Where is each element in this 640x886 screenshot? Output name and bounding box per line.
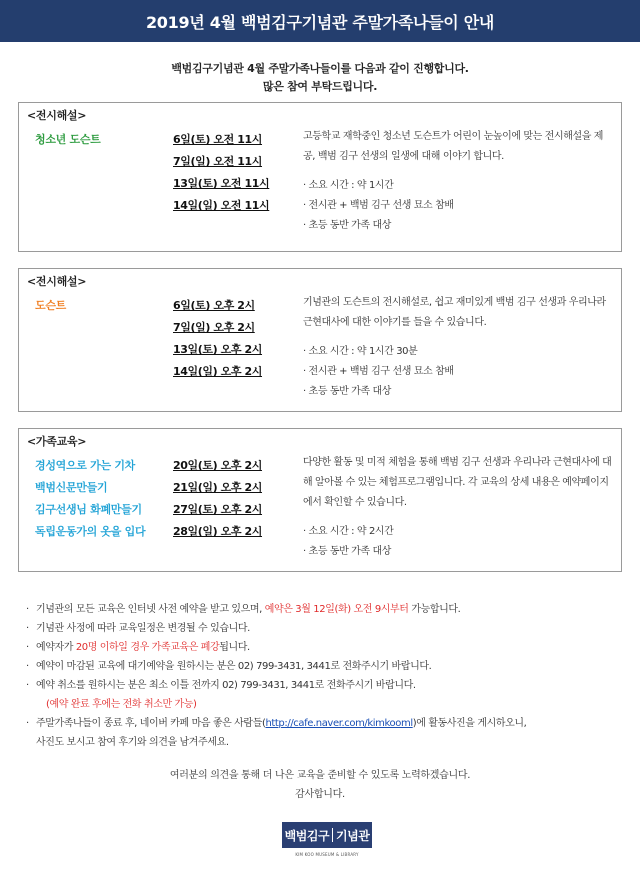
logo-divider	[332, 828, 333, 842]
bullet: ·	[26, 642, 29, 653]
notice-highlight-text: (예약 완료 후에는 전화 취소만 가능)	[46, 699, 197, 710]
bullet: ·	[26, 623, 29, 634]
section-label: <전시해설>	[27, 109, 87, 122]
closing-line-2: 감사합니다.	[295, 789, 345, 800]
notice-highlight	[26, 695, 626, 714]
schedule-date: 27일(토) 오후 2시	[173, 503, 263, 516]
notice-text: 예약자가	[36, 642, 76, 653]
schedule-date: 14일(일) 오전 11시	[173, 199, 270, 212]
notice-text: 사진도 보시고 참여 후기와 의견을 남겨주세요.	[36, 737, 229, 748]
description-text: 고등학교 재학중인 청소년 도슨트가 어린이 눈높이에 맞는 전시해설을 제공, 백범 김구 선생의 일생에 대해 이야기 합니다.	[303, 131, 604, 162]
detail-item: · 소요 시간 : 약 1시간	[303, 180, 394, 191]
detail-item: · 전시관 + 백범 김구 선생 묘소 참배	[303, 200, 454, 211]
schedule-date: 7일(일) 오전 11시	[173, 155, 263, 168]
museum-logo	[282, 822, 372, 848]
section-label: <전시해설>	[27, 275, 87, 288]
page-title: 2019년 4월 백범김구기념관 주말가족나들이 안내	[145, 12, 495, 32]
closing-line-1: 여러분의 의견을 통해 더 나은 교육을 준비할 수 있도록 노력하겠습니다.	[169, 770, 471, 781]
page-title-bar	[0, 0, 640, 42]
logo-text-left: 백범김구	[284, 828, 330, 843]
program-name: 독립운동가의 옷을 입다	[35, 525, 146, 538]
schedule-date: 7일(일) 오후 2시	[173, 321, 255, 334]
schedule-date: 6일(토) 오전 11시	[173, 133, 263, 146]
program-list	[35, 129, 101, 151]
intro-line-2: 많은 참여 부탁드립니다.	[262, 80, 378, 93]
schedule-date: 14일(일) 오후 2시	[173, 365, 263, 378]
cafe-link[interactable]: http://cafe.naver.com/kimkooml	[265, 718, 413, 729]
schedule-date: 6일(토) 오후 2시	[173, 299, 255, 312]
schedule-date: 21일(일) 오후 2시	[173, 481, 263, 494]
notice-text: 예약이 마감된 교육에 대기예약을 원하시는 분은 02) 799-3431, 3441로 전화주시기 바랍니다.	[36, 661, 432, 672]
notice-item	[26, 657, 626, 676]
date-list	[173, 295, 262, 383]
detail-list	[303, 176, 615, 236]
detail-item: · 초등 동반 가족 대상	[303, 220, 391, 231]
bullet: ·	[26, 604, 29, 615]
section-docent	[18, 268, 622, 412]
detail-item: · 소요 시간 : 약 1시간 30분	[303, 346, 418, 357]
date-list	[173, 455, 262, 543]
notice-item	[26, 714, 626, 733]
program-description	[303, 453, 615, 562]
schedule-date: 20일(토) 오후 2시	[173, 459, 263, 472]
notice-item	[26, 638, 626, 657]
schedule-date: 28일(일) 오후 2시	[173, 525, 263, 538]
schedule-date: 13일(토) 오전 11시	[173, 177, 270, 190]
detail-item: · 전시관 + 백범 김구 선생 묘소 참배	[303, 366, 454, 377]
program-description	[303, 127, 615, 236]
notice-text: 예약 취소를 원하시는 분은 최소 이틀 전까지 02) 799-3431, 3441로 전화주시기 바랍니다.	[36, 680, 416, 691]
logo-text-right: 기념관	[336, 828, 370, 843]
notice-item	[26, 600, 626, 619]
intro-line-1: 백범김구기념관 4월 주말가족나들이를 다음과 같이 진행합니다.	[171, 62, 469, 75]
program-name: 김구선생님 화폐만들기	[35, 503, 142, 516]
date-list	[173, 129, 269, 217]
section-label: <가족교육>	[27, 435, 87, 448]
description-text: 다양한 활동 및 미적 체험을 통해 백범 김구 선생과 우리나라 근현대사에 대해 알아볼 수 있는 체험프로그램입니다. 각 교육의 상세 내용은 예약페이지에서 확인할 수 있습니다.	[303, 457, 612, 508]
program-list	[35, 455, 145, 543]
schedule-date: 13일(토) 오후 2시	[173, 343, 263, 356]
section-family-education	[18, 428, 622, 572]
notice-text: 기념관의 모든 교육은 인터넷 사전 예약을 받고 있으며,	[36, 604, 265, 615]
notice-text: )에 활동사진을 게시하오니,	[412, 718, 527, 729]
notice-item	[26, 676, 626, 695]
bullet: ·	[26, 661, 29, 672]
description-text: 기념관의 도슨트의 전시해설로, 쉽고 재미있게 백범 김구 선생과 우리나라 근현대사에 대한 이야기를 들을 수 있습니다.	[303, 297, 606, 328]
detail-item: · 초등 동반 가족 대상	[303, 386, 391, 397]
notice-highlight: 20명 이하일 경우 가족교육은 폐강	[75, 642, 220, 653]
section-teen-docent	[18, 102, 622, 252]
notice-item	[26, 619, 626, 638]
logo-subtitle: KIM KOO MUSEUM & LIBRARY	[295, 852, 359, 857]
detail-item: · 초등 동반 가족 대상	[303, 546, 391, 557]
program-name: 도슨트	[35, 299, 66, 312]
program-list	[35, 295, 66, 317]
notice-continuation	[26, 733, 626, 752]
program-name: 백범신문만들기	[35, 481, 108, 494]
bullet: ·	[26, 718, 29, 729]
detail-item: · 소요 시간 : 약 2시간	[303, 526, 394, 537]
program-name: 청소년 도슨트	[35, 133, 101, 146]
notice-text: 기념관 사정에 따라 교육일정은 변경될 수 있습니다.	[36, 623, 250, 634]
notice-text: 가능합니다.	[408, 604, 461, 615]
closing-message	[0, 766, 640, 804]
notice-text: 됩니다.	[219, 642, 250, 653]
notice-list	[26, 600, 626, 752]
notice-highlight: 예약은 3월 12일(화) 오전 9시부터	[264, 604, 409, 615]
program-description	[303, 293, 615, 402]
notice-text: 주말가족나들이 종료 후, 네이버 카페 마음 좋은 사람들(	[36, 718, 266, 729]
program-name: 경성역으로 가는 기차	[35, 459, 135, 472]
detail-list	[303, 342, 615, 402]
intro	[0, 60, 640, 96]
bullet: ·	[26, 680, 29, 691]
detail-list	[303, 522, 615, 562]
